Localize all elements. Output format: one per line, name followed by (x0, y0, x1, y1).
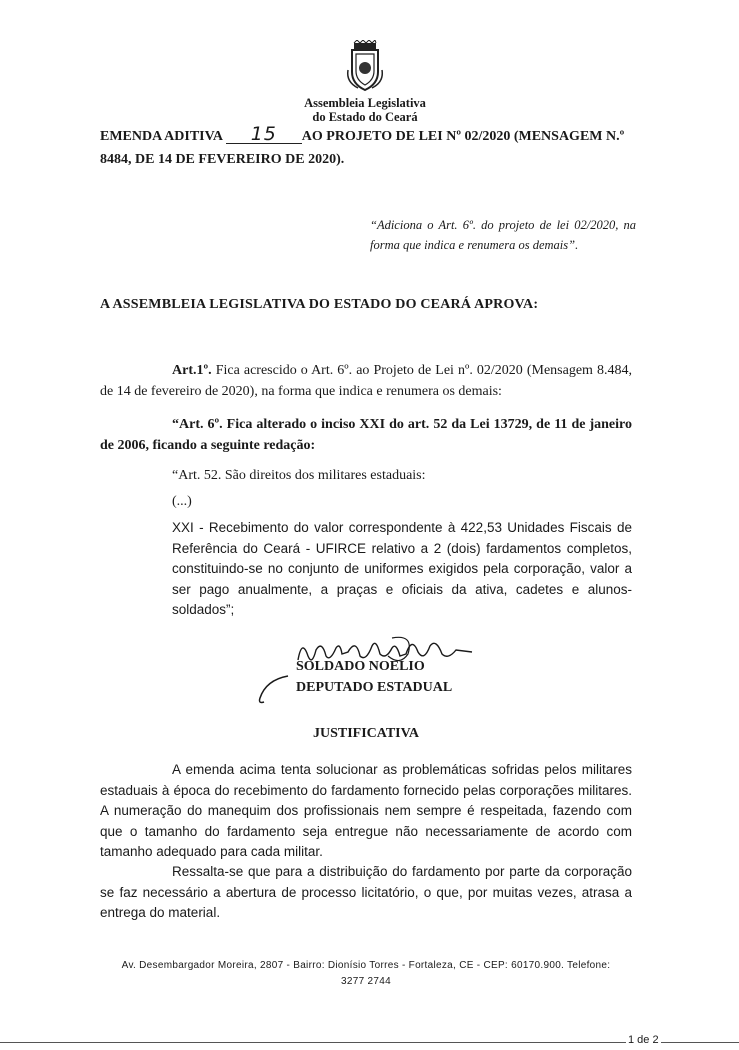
article-1-label: Art.1º. (172, 363, 212, 378)
signatory-name: SOLDADO NOELIO (296, 659, 425, 674)
institution-line2: do Estado do Ceará (312, 110, 418, 124)
article-6: “Art. 6º. Fica alterado o inciso XXI do art. 52 da Lei 13729, de 11 de janeiro de 2006, ficando a seguinte redação: (100, 417, 632, 453)
footer-phone: 3277 2744 (341, 976, 391, 987)
state-seal-logo (344, 40, 386, 92)
signatory-block (296, 656, 496, 698)
handwritten-amendment-number: 15 (226, 126, 302, 144)
handwritten-stroke (256, 672, 296, 706)
footer-address-line: Av. Desembargador Moreira, 2807 - Bairro: Dionísio Torres - Fortaleza, CE - CEP: 60170.900. Telefone: (121, 960, 611, 971)
justification-paragraph-1: A emenda acima tenta solucionar as problemáticas sofridas pelos militares estaduais à época do recebimento do fardamento fornecido pelas corporações militares. A numeração do manequim dos profissionais nem sempre é respeitada, fazendo com que o tamanho do fardamento seja entregue não necessariamente de acordo com tamanho adequado para cada militar. (100, 762, 632, 859)
institution-line1: Assembleia Legislativa (304, 96, 426, 110)
ellipsis: (...) (172, 494, 192, 509)
article-52: “Art. 52. São direitos dos militares estaduais: (172, 468, 426, 483)
signatory-role: DEPUTADO ESTADUAL (296, 680, 453, 695)
inciso-xxi: XXI - Recebimento do valor correspondente à 422,53 Unidades Fiscais de Referência do Ceará - UFIRCE relativo a 2 (dois) fardamentos completos, constituindo-se no conjunto de uniformes exigidos pela corporação, valor a ser pago anualmente, a praças e oficiais da ativa, cadetes e alunos-soldados”; (172, 520, 632, 617)
epigraph: “Adiciona o Art. 6º. do projeto de lei 02/2020, na forma que indica e renumera os demais”. (370, 218, 636, 252)
article-1 (100, 361, 632, 402)
justification-heading: JUSTIFICATIVA (312, 726, 420, 741)
approval-heading: A ASSEMBLEIA LEGISLATIVA DO ESTADO DO CEARÁ APROVA: (100, 297, 539, 312)
institution-name (270, 96, 460, 124)
page-indicator: 1 de 2 (628, 1034, 659, 1046)
title-prefix: EMENDA ADITIVA (100, 129, 223, 144)
amendment-title (100, 125, 640, 171)
title-suffix: AO PROJETO DE LEI Nº 02/2020 (MENSAGEM N.º 8484, DE 14 DE FEVEREIRO DE 2020). (100, 129, 625, 167)
footer-address (100, 958, 632, 990)
article-1-text: Fica acrescido o Art. 6º. ao Projeto de Lei nº. 02/2020 (Mensagem 8.484, de 14 de fevereiro de 2020), na forma que indica e renumera os demais: (100, 363, 633, 399)
justification-paragraph-2: Ressalta-se que para a distribuição do fardamento por parte da corporação se faz necessário a abertura de processo licitatório, o que, por muitas vezes, atrasa a entrega do material. (100, 864, 632, 920)
